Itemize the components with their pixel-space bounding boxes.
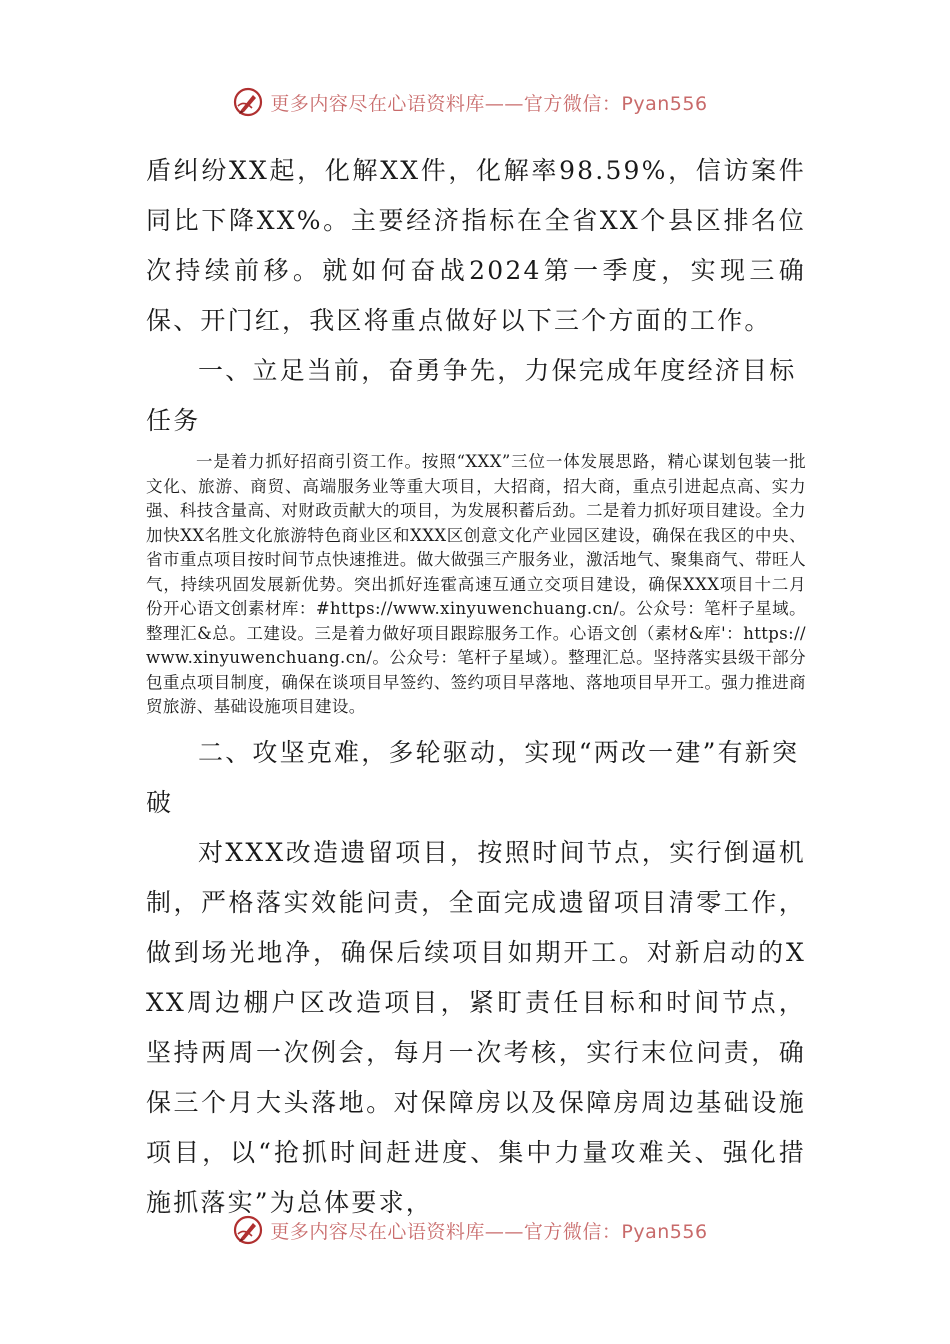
wechat-id: Pyan556 <box>621 1220 708 1243</box>
section-1-body: 一是着力抓好招商引资工作。按照“XXX”三位一体发展思路，精心谋划包装一批文化、旅游、商贸、高端服务业等重大项目，大招商，招大商，重点引进起点高、实力强、科技含量高、对财政贡献大的项目，为发展积蓄后劲。二是着力抓好项目建设。全力加快XX名胜文化旅游特色商业区和XXX区创意文化产业园区建设，确保在我区的中央、省市重点项目按时间节点快速推进。做大做强三产服务业，激活地气、聚集商气、带旺人气，持续巩固发展新优势。突出抓好连霍高速互通立交项目建设，确保XXX项目十二月份开心语文创素材库：#https://www.xinyuwenchuang.cn/。公众号：笔杆子星域。整理汇&总。工建设。三是着力做好项目跟踪服务工作。心语文创（素材&库'：https://www.xinyuwenchuang.cn/。公众号：笔杆子星域）。整理汇总。坚持落实县级干部分包重点项目制度，确保在谈项目早签约、签约项目早落地、落地项目早开工。强力推进商贸旅游、基础设施项目建设。 <box>146 452 806 716</box>
header-watermark-banner <box>0 82 950 122</box>
document-body <box>146 146 806 1228</box>
section-2-heading: 二、攻坚克难，多轮驱动，实现“两改一建”有新突破 <box>146 737 800 817</box>
intro-paragraph: 盾纠纷XX起，化解XX件，化解率98.59%，信访案件同比下降XX%。主要经济指标在全省XX个县区排名位次持续前移。就如何奋战2024第一季度，实现三确保、开门红，我区将重点做好以下三个方面的工作。 <box>146 156 806 335</box>
banner-text: 更多内容尽在心语资料库——官方微信：Pyan556 <box>270 92 708 115</box>
fountain-pen-logo-icon <box>232 1214 264 1246</box>
footer-watermark-banner <box>0 1210 950 1250</box>
wechat-id: Pyan556 <box>621 92 708 115</box>
section-2-body: 对XXX改造遗留项目，按照时间节点，实行倒逼机制，严格落实效能问责，全面完成遗留项目清零工作，做到场光地净，确保后续项目如期开工。对新启动的XXX周边棚户区改造项目，紧盯责任目标和时间节点，坚持两周一次例会，每月一次考核，实行末位问责，确保三个月大头落地。对保障房以及保障房周边基础设施项目，以“抢抓时间赶进度、集中力量攻难关、强化措施抓落实”为总体要求， <box>146 837 806 1217</box>
fountain-pen-logo-icon <box>232 86 264 118</box>
section-1-heading: 一、立足当前，奋勇争先，力保完成年度经济目标任务 <box>146 356 797 435</box>
banner-text: 更多内容尽在心语资料库——官方微信：Pyan556 <box>270 1220 708 1243</box>
